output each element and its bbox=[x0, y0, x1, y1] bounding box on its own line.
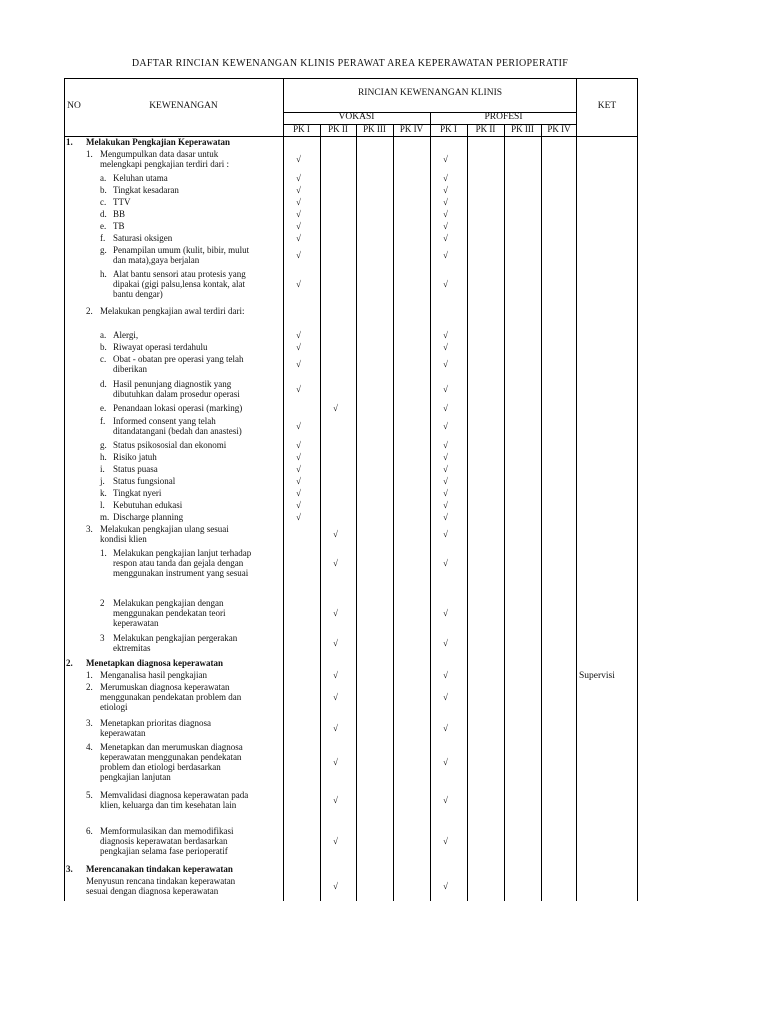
document-title: DAFTAR RINCIAN KEWENANGAN KLINIS PERAWAT AREA KEPERAWATAN PERIOPERATIF bbox=[131, 58, 569, 69]
check-mark-profesi: √ bbox=[443, 421, 448, 431]
list-item bbox=[113, 342, 207, 352]
check-mark-profesi: √ bbox=[443, 250, 448, 260]
item-text-line: Informed consent yang telah bbox=[113, 416, 216, 426]
subitem-marker: a. bbox=[100, 173, 107, 183]
check-mark-profesi: √ bbox=[443, 757, 448, 767]
check-mark-profesi: √ bbox=[443, 197, 448, 207]
subitem-marker: i. bbox=[100, 464, 105, 474]
check-mark-profesi: √ bbox=[443, 464, 448, 474]
header-profesi-pk3: PK III bbox=[511, 124, 534, 134]
item-text-line: Tingkat kesadaran bbox=[113, 185, 179, 195]
subitem-marker: d. bbox=[100, 379, 107, 389]
list-item bbox=[100, 718, 211, 738]
item-text-line: Melakukan pengkajian ulang sesuai bbox=[100, 524, 229, 534]
header-kewenangan: KEWENANGAN bbox=[149, 101, 218, 111]
check-mark-vokasi: √ bbox=[333, 558, 338, 568]
check-mark-vokasi: √ bbox=[296, 221, 301, 231]
item-text-line: problem dan etiologi berdasarkan bbox=[100, 762, 221, 772]
item-text-line: etiologi bbox=[100, 702, 128, 712]
check-mark-vokasi: √ bbox=[296, 384, 301, 394]
item-text-line: Penampilan umum (kulit, bibir, mulut bbox=[113, 245, 250, 255]
item-text-line: Melakukan pengkajian lanjut terhadap bbox=[113, 548, 252, 558]
item-text-line: Status psikososial dan ekonomi bbox=[113, 440, 227, 450]
item-text-line: Merumuskan diagnosa keperawatan bbox=[100, 682, 230, 692]
check-mark-profesi: √ bbox=[443, 359, 448, 369]
item-marker: 1. bbox=[86, 149, 93, 159]
list-item bbox=[113, 548, 251, 578]
subitem-marker: h. bbox=[100, 452, 107, 462]
list-item bbox=[100, 826, 233, 856]
list-item bbox=[113, 488, 161, 498]
list-item bbox=[100, 742, 243, 782]
item-text-line: pengkajian selama fase perioperatif bbox=[100, 846, 228, 856]
list-item bbox=[113, 512, 183, 522]
item-text-line: Alergi, bbox=[113, 330, 139, 340]
check-mark-profesi: √ bbox=[443, 279, 448, 289]
subitem-marker: f. bbox=[100, 416, 106, 426]
item-text-line: Status puasa bbox=[113, 464, 158, 474]
check-mark-vokasi: √ bbox=[296, 440, 301, 450]
item-text-line: Obat - obatan pre operasi yang telah bbox=[113, 354, 244, 364]
item-text-line: keperawatan menggunakan pendekatan bbox=[100, 752, 242, 762]
item-text-line: respon atau tanda dan gejala dengan bbox=[113, 558, 244, 568]
check-mark-profesi: √ bbox=[443, 476, 448, 486]
item-text-line: TB bbox=[113, 221, 125, 231]
check-mark-vokasi: √ bbox=[296, 250, 301, 260]
item-text-line: pengkajian lanjutan bbox=[100, 772, 171, 782]
list-item bbox=[113, 245, 249, 265]
check-mark-vokasi: √ bbox=[296, 476, 301, 486]
check-mark-vokasi: √ bbox=[296, 279, 301, 289]
list-item bbox=[100, 149, 229, 169]
header-profesi-pk2: PK II bbox=[475, 124, 496, 134]
header-profesi: PROFESI bbox=[484, 112, 523, 122]
list-item bbox=[113, 500, 182, 510]
row-number: 2. bbox=[66, 658, 73, 668]
item-text-line: Alat bantu sensori atau protesis yang bbox=[113, 269, 246, 279]
header-vokasi: VOKASI bbox=[338, 112, 375, 122]
list-item bbox=[86, 876, 235, 896]
check-mark-vokasi: √ bbox=[296, 359, 301, 369]
list-item bbox=[113, 269, 246, 299]
check-mark-vokasi: √ bbox=[333, 529, 338, 539]
item-text-line: Tingkat nyeri bbox=[113, 488, 162, 498]
item-marker: 1. bbox=[86, 670, 93, 680]
list-item bbox=[113, 209, 125, 219]
list-item bbox=[100, 790, 248, 810]
check-mark-profesi: √ bbox=[443, 638, 448, 648]
subitem-marker: 1. bbox=[100, 548, 107, 558]
section-title bbox=[86, 137, 230, 147]
list-item bbox=[113, 416, 242, 436]
header-profesi-pk1: PK I bbox=[440, 124, 457, 134]
item-text-line: TTV bbox=[113, 197, 131, 207]
list-item bbox=[113, 464, 158, 474]
subitem-marker: e. bbox=[100, 221, 107, 231]
item-marker: 4. bbox=[86, 742, 93, 752]
check-mark-profesi: √ bbox=[443, 154, 448, 164]
item-text-line: ektremitas bbox=[113, 643, 151, 653]
item-marker: 2. bbox=[86, 306, 93, 316]
item-text-line: menggunakan pendekatan teori bbox=[113, 608, 226, 618]
item-marker: 3. bbox=[86, 524, 93, 534]
item-text-line: Mengumpulkan data dasar untuk bbox=[100, 149, 219, 159]
check-mark-profesi: √ bbox=[443, 233, 448, 243]
item-marker: 3. bbox=[86, 718, 93, 728]
check-mark-profesi: √ bbox=[443, 221, 448, 231]
item-text-line: Menganalisa hasil pengkajian bbox=[100, 670, 207, 680]
check-mark-profesi: √ bbox=[443, 723, 448, 733]
list-item bbox=[113, 403, 242, 413]
list-item bbox=[100, 682, 241, 712]
check-mark-profesi: √ bbox=[443, 692, 448, 702]
check-mark-vokasi: √ bbox=[296, 330, 301, 340]
item-marker: 5. bbox=[86, 790, 93, 800]
header-rincian: RINCIAN KEWENANGAN KLINIS bbox=[357, 88, 503, 98]
list-item bbox=[113, 598, 225, 628]
item-text-line: dan mata),gaya berjalan bbox=[113, 255, 200, 265]
subitem-marker: g. bbox=[100, 245, 107, 255]
check-mark-vokasi: √ bbox=[333, 403, 338, 413]
item-marker: 2. bbox=[86, 682, 93, 692]
header-ket: KET bbox=[597, 101, 617, 111]
item-text-line: Menetapkan diagnosa keperawatan bbox=[86, 658, 224, 668]
row-number: 1. bbox=[66, 137, 73, 147]
check-mark-profesi: √ bbox=[443, 836, 448, 846]
section-title bbox=[86, 864, 233, 874]
check-mark-vokasi: √ bbox=[333, 757, 338, 767]
item-text-line: klien, keluarga dan tim kesehatan lain bbox=[100, 800, 237, 810]
item-text-line: Merencanakan tindakan keperawatan bbox=[86, 864, 233, 874]
item-text-line: Menetapkan dan merumuskan diagnosa bbox=[100, 742, 243, 752]
check-mark-vokasi: √ bbox=[333, 670, 338, 680]
list-item bbox=[113, 173, 168, 183]
list-item bbox=[113, 476, 175, 486]
check-mark-vokasi: √ bbox=[296, 185, 301, 195]
item-text-line: diagnosis keperawatan berdasarkan bbox=[100, 836, 228, 846]
item-text-line: Melakukan pengkajian dengan bbox=[113, 598, 224, 608]
item-text-line: Kebutuhan edukasi bbox=[113, 500, 183, 510]
item-text-line: Status fungsional bbox=[113, 476, 176, 486]
subitem-marker: k. bbox=[100, 488, 107, 498]
check-mark-vokasi: √ bbox=[333, 638, 338, 648]
check-mark-vokasi: √ bbox=[296, 452, 301, 462]
check-mark-vokasi: √ bbox=[296, 173, 301, 183]
list-item bbox=[113, 633, 237, 653]
item-text-line: bantu dengar) bbox=[113, 289, 163, 299]
list-item bbox=[113, 440, 226, 450]
subitem-marker: e. bbox=[100, 403, 107, 413]
subitem-marker: g. bbox=[100, 440, 107, 450]
check-mark-vokasi: √ bbox=[296, 209, 301, 219]
check-mark-vokasi: √ bbox=[333, 723, 338, 733]
subitem-marker: j. bbox=[100, 476, 105, 486]
item-text-line: Menyusun rencana tindakan keperawatan bbox=[86, 876, 236, 886]
section-title bbox=[86, 658, 223, 668]
item-text-line: Melakukan pengkajian awal terdiri dari: bbox=[100, 306, 245, 316]
list-item bbox=[113, 185, 179, 195]
subitem-marker: 2 bbox=[100, 598, 105, 608]
check-mark-profesi: √ bbox=[443, 795, 448, 805]
check-mark-vokasi: √ bbox=[333, 836, 338, 846]
check-mark-profesi: √ bbox=[443, 452, 448, 462]
item-text-line: Risiko jatuh bbox=[113, 452, 157, 462]
item-marker: 6. bbox=[86, 826, 93, 836]
ket-supervisi: Supervisi bbox=[579, 671, 615, 681]
check-mark-profesi: √ bbox=[443, 608, 448, 618]
subitem-marker: h. bbox=[100, 269, 107, 279]
check-mark-profesi: √ bbox=[443, 342, 448, 352]
item-text-line: dibutuhkan dalam prosedur operasi bbox=[113, 389, 240, 399]
item-text-line: menggunakan instrument yang sesuai bbox=[113, 568, 249, 578]
item-text-line: Memvalidasi diagnosa keperawatan pada bbox=[100, 790, 249, 800]
item-text-line: kondisi klien bbox=[100, 534, 147, 544]
list-item bbox=[100, 306, 244, 316]
item-text-line: Saturasi oksigen bbox=[113, 233, 173, 243]
check-mark-vokasi: √ bbox=[296, 342, 301, 352]
check-mark-vokasi: √ bbox=[296, 154, 301, 164]
header-vokasi-pk2: PK II bbox=[328, 124, 348, 134]
check-mark-vokasi: √ bbox=[296, 512, 301, 522]
subitem-marker: c. bbox=[100, 354, 107, 364]
item-text-line: Melakukan Pengkajian Keperawatan bbox=[86, 137, 231, 147]
subitem-marker: 3 bbox=[100, 633, 105, 643]
list-item bbox=[113, 197, 131, 207]
check-mark-vokasi: √ bbox=[296, 421, 301, 431]
list-item bbox=[113, 354, 243, 374]
check-mark-vokasi: √ bbox=[296, 464, 301, 474]
item-text-line: diberikan bbox=[113, 364, 147, 374]
check-mark-vokasi: √ bbox=[296, 500, 301, 510]
item-text-line: Melakukan pengkajian pergerakan bbox=[113, 633, 238, 643]
subitem-marker: b. bbox=[100, 185, 107, 195]
check-mark-profesi: √ bbox=[443, 330, 448, 340]
check-mark-profesi: √ bbox=[443, 512, 448, 522]
check-mark-profesi: √ bbox=[443, 670, 448, 680]
item-text-line: sesuai dengan diagnosa keperawatan bbox=[86, 886, 219, 896]
check-mark-profesi: √ bbox=[443, 403, 448, 413]
subitem-marker: f. bbox=[100, 233, 106, 243]
header-vokasi-pk4: PK IV bbox=[399, 124, 424, 134]
check-mark-profesi: √ bbox=[443, 488, 448, 498]
subitem-marker: a. bbox=[100, 330, 107, 340]
check-mark-profesi: √ bbox=[443, 440, 448, 450]
subitem-marker: b. bbox=[100, 342, 107, 352]
subitem-marker: m. bbox=[100, 512, 110, 522]
list-item bbox=[100, 524, 229, 544]
item-text-line: Riwayat operasi terdahulu bbox=[113, 342, 208, 352]
header-profesi-pk4: PK IV bbox=[547, 124, 571, 134]
item-text-line: BB bbox=[113, 209, 126, 219]
item-text-line: dipakai (gigi palsu,lensa kontak, alat bbox=[113, 279, 245, 289]
header-vokasi-pk1: PK I bbox=[293, 124, 310, 134]
list-item bbox=[113, 452, 157, 462]
check-mark-vokasi: √ bbox=[296, 233, 301, 243]
check-mark-vokasi: √ bbox=[333, 692, 338, 702]
list-item bbox=[113, 379, 240, 399]
item-text-line: Memformulasikan dan memodifikasi bbox=[100, 826, 234, 836]
check-mark-profesi: √ bbox=[443, 209, 448, 219]
item-text-line: Menetapkan prioritas diagnosa bbox=[100, 718, 211, 728]
item-text-line: Keluhan utama bbox=[113, 173, 168, 183]
row-number: 3. bbox=[66, 864, 73, 874]
check-mark-profesi: √ bbox=[443, 173, 448, 183]
list-item bbox=[113, 330, 138, 340]
check-mark-vokasi: √ bbox=[333, 608, 338, 618]
item-text-line: Penandaan lokasi operasi (marking) bbox=[113, 403, 243, 413]
check-mark-profesi: √ bbox=[443, 185, 448, 195]
item-text-line: Discharge planning bbox=[113, 512, 184, 522]
item-text-line: Hasil penunjang diagnostik yang bbox=[113, 379, 232, 389]
item-text-line: keperawatan bbox=[113, 618, 159, 628]
check-mark-vokasi: √ bbox=[333, 881, 338, 891]
check-mark-profesi: √ bbox=[443, 529, 448, 539]
list-item bbox=[113, 221, 125, 231]
list-item bbox=[113, 233, 172, 243]
check-mark-vokasi: √ bbox=[333, 795, 338, 805]
subitem-marker: l. bbox=[100, 500, 105, 510]
item-text-line: melengkapi pengkajian terdiri dari : bbox=[100, 159, 229, 169]
check-mark-profesi: √ bbox=[443, 558, 448, 568]
item-text-line: menggunakan pendekatan problem dan bbox=[100, 692, 242, 702]
list-item bbox=[100, 670, 207, 680]
check-mark-profesi: √ bbox=[443, 384, 448, 394]
check-mark-vokasi: √ bbox=[296, 488, 301, 498]
item-text-line: keperawatan bbox=[100, 728, 146, 738]
header-no: NO bbox=[67, 101, 81, 111]
check-mark-vokasi: √ bbox=[296, 197, 301, 207]
header-vokasi-pk3: PK III bbox=[363, 124, 386, 134]
subitem-marker: d. bbox=[100, 209, 107, 219]
subitem-marker: c. bbox=[100, 197, 107, 207]
item-text-line: ditandatangani (bedah dan anastesi) bbox=[113, 426, 242, 436]
check-mark-profesi: √ bbox=[443, 881, 448, 891]
check-mark-profesi: √ bbox=[443, 500, 448, 510]
